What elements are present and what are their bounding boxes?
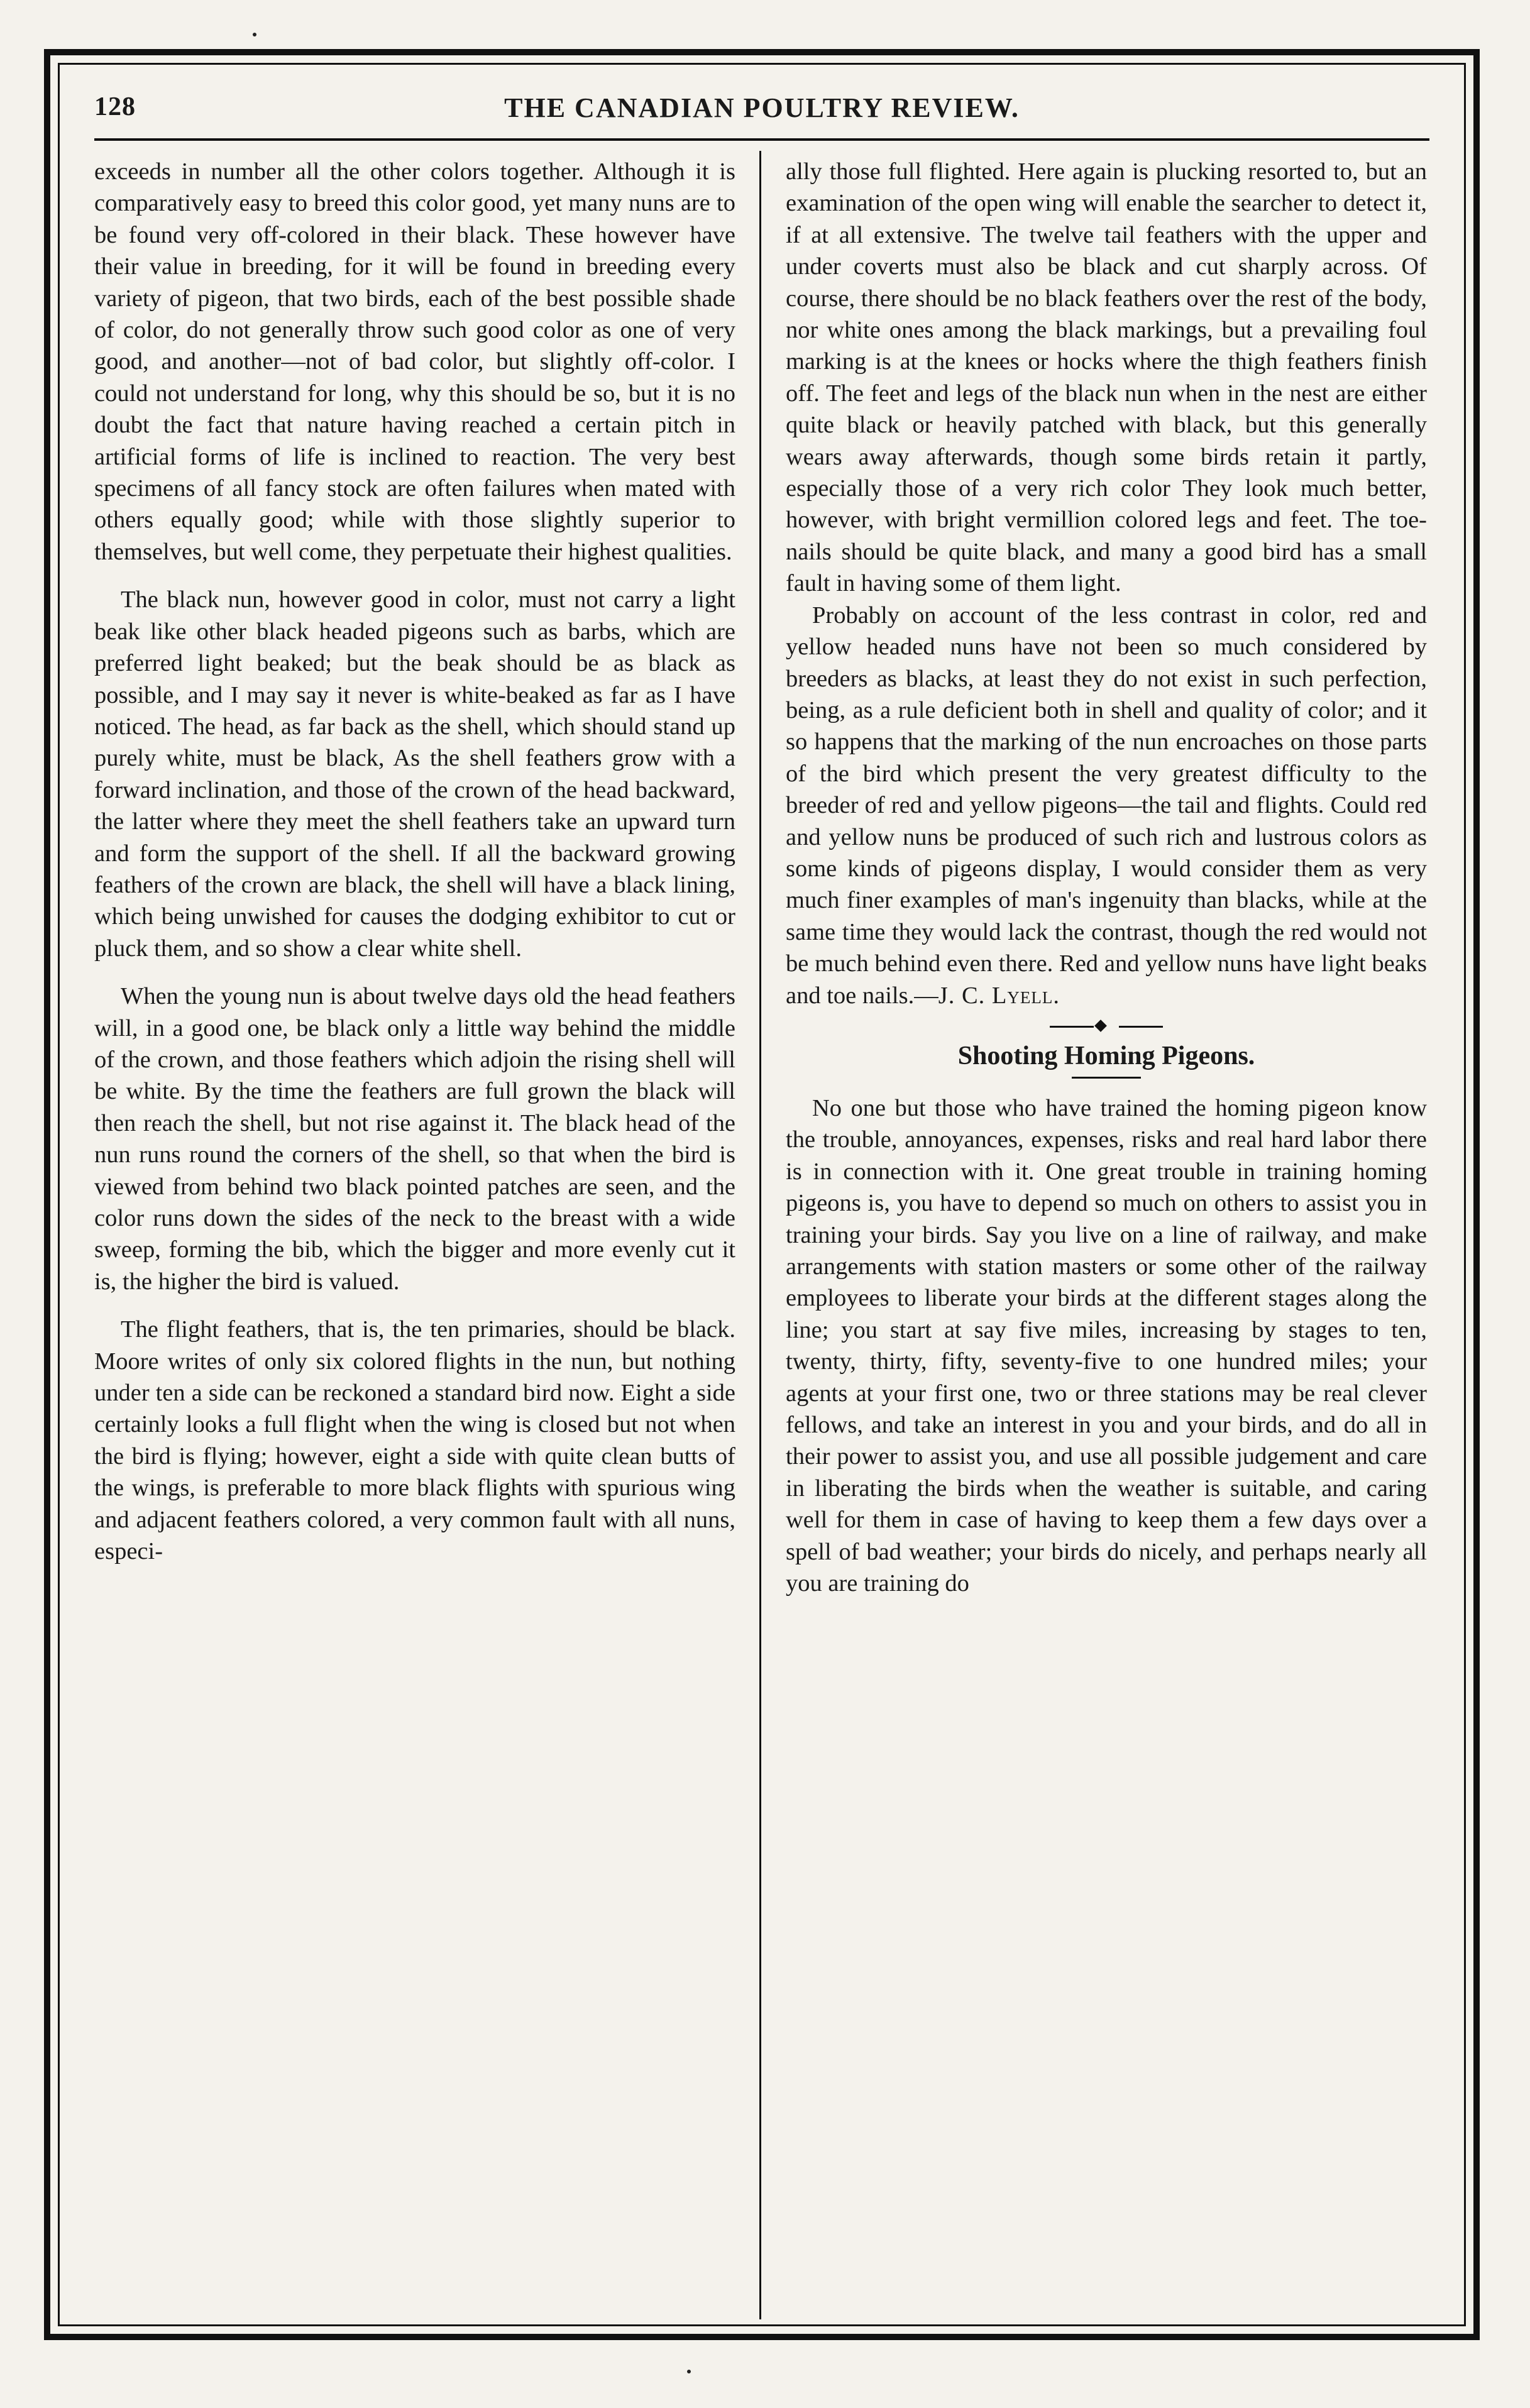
paragraph: When the young nun is about twelve days old the head feathers will, in a good one, be black only a little way behind the middle of the crown, and those feathers which adjoin the rising shell will be white. By the time the feathers are full grown the black will then reach the shell, but not rise against it. The black head of the nun runs round the corners of the shell, so that when the bird is viewed from behind two black pointed patches are seen, and the color runs down the sides of the neck to the breast with a wide sweep, forming the bib, which the bigger and more evenly cut it is, the higher the bird is valued.: [94, 983, 735, 1295]
section-ornament: [786, 1020, 1427, 1033]
paragraph: The black nun, however good in color, must not carry a light beak like other black headed pigeons such as barbs, which are preferred light beaked; but the beak should be as black as possible, and I may say it never is white-beaked as far as I have noticed. The head, as far back as the shell, which should stand up purely white, must be black, As the shell feathers grow with a forward inclination, and those of the crown of the head backward, the latter where they meet the shell feathers take an upward turn and form the support of the shell. If all the backward growing feathers of the crown are black, the shell will have a black lining, which being unwished for causes the dodging exhibitor to cut or pluck them, and so show a clear white shell.: [94, 586, 735, 962]
stray-mark: [253, 33, 256, 36]
paragraph: The flight feathers, that is, the ten primaries, should be black. Moore writes of only six colored flights in the nun, but nothing under ten a side can be reckoned a standard bird now. Eight a side certainly looks a full flight when the wing is closed but not when the bird is flying; however, eight a side with quite clean butts of the wings, is preferable to more black flights with spurious wing and adjacent feathers colored, a very common fault with all nuns, especi-: [94, 1316, 735, 1565]
author-signature: J. C. Lyell.: [938, 982, 1060, 1009]
page-header: [94, 92, 1429, 136]
page-number: 128: [94, 92, 136, 121]
stray-mark: [687, 2370, 691, 2373]
paragraph: No one but those who have trained the homing pigeon know the trouble, annoyances, expenses, risks and real hard labor there is in connection with it. One great trouble in training homing pigeons is, you have to depend so much on others to assist you in training your birds. Say you live on a line of railway, and make arrangements with station masters or some other of the railway employees to liberate your birds at the different stages along the line; you start at say five miles, increasing by stages to ten, twenty, thirty, fifty, seventy-five to one hundred miles; your agents at your first one, two or three stations may be real clever fellows, and take an interest in you and your birds, and do all in their power to assist you, and use all possible judgement and care in liberating the birds when the weather is suitable, and caring well for them in case of having to keep them a few days over a spell of bad weather; your birds do nicely, and perhaps nearly all you are training do: [786, 1094, 1427, 1597]
paragraph: [786, 600, 1427, 1011]
journal-title: THE CANADIAN POULTRY REVIEW.: [504, 92, 1020, 123]
ornament-diamond: [1094, 1020, 1107, 1032]
column-divider: [759, 151, 761, 2319]
paragraph: exceeds in number all the other colors together. Although it is comparatively easy to breed this color good, yet many nuns are to be found very off-colored in their black. These however have their value in breeding, for it will be found in breeding every variety of pigeon, that two birds, each of the best possible shade of color, do not generally throw such good color as one of very good, and another—not of bad color, but slightly off-color. I could not understand for long, why this should be so, but it is no doubt the fact that nature having reached a certain pitch in artificial forms of life is inclined to reaction. The very best specimens of all fancy stock are often failures when mated with others equally good; while with those slightly superior to themselves, but well come, they perpetuate their highest qualities.: [94, 158, 735, 565]
header-rule: [94, 138, 1429, 141]
title-rule: [1072, 1077, 1141, 1079]
paragraph: ally those full flighted. Here again is plucking resorted to, but an examination of the open wing will enable the searcher to detect it, if at all extensive. The twelve tail feathers with the upper and under coverts must also be black and cut sharply across. Of course, there should be no black feathers over the rest of the body, nor white ones among the black markings, but a prevailing foul marking is at the knees or hocks where the thigh feathers finish off. The feet and legs of the black nun when in the nest are either quite black or heavily patched with black, but this generally wears away afterwards, though some birds retain it partly, especially those of a very rich color They look much better, however, with bright vermillion colored legs and feet. The toe-nails should be quite black, and many a good bird has a small fault in having some of them light.: [786, 158, 1427, 597]
right-column: [786, 156, 1427, 2318]
article-title: Shooting Homing Pigeons.: [957, 1041, 1255, 1070]
paragraph-text: Probably on account of the less contrast in color, red and yellow headed nuns have not been so much considered by breeders as blacks, at least they do not exist in such perfection, being, as a rule deficient both in shell and quality of color; and it so happens that the marking of the nun encroaches on those parts of the bird which present the very greatest difficulty to the breeder of red and yellow pigeons—the tail and flights. Could red and yellow nuns be produced of such rich and lustrous colors as some kinds of pigeons display, I would consider them as very much finer examples of man's ingenuity than blacks, while at the same time they would lack the contrast, though the red would not be much behind even there. Red and yellow nuns have light beaks and toe nails.—: [786, 602, 1427, 1009]
ornament-line-right: [1119, 1026, 1163, 1028]
ornament-line-left: [1050, 1026, 1094, 1028]
left-column: [94, 156, 735, 2318]
